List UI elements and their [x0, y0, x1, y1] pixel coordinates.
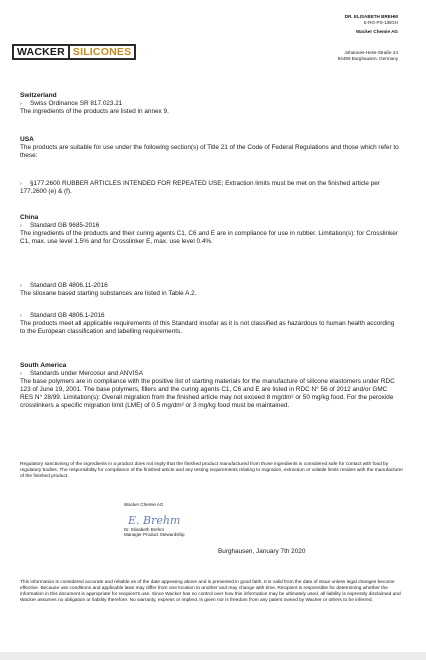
bullet-icon: ›	[20, 223, 22, 229]
bottom-band	[0, 652, 426, 660]
signatory-name: Dr. Elisabeth Brehm	[124, 527, 165, 532]
disclaimer: This information is considered accurate and reliable as of the date appearing above and is presented in good faith. It is valid from the date of issue unless legal changes become effective. Because use conditions and applicable laws may differ from one location to another and may change with time, Recipient is responsible for determining whether the information in this document is appropriate for recipient's use. Since Wacker has no control over how this information may be ultimately used, all liability is expressly disclaimed and Wacker assumes no obligation or liability therefore. No warranty, express or implied, is given nor is freedom from any patent owned by Wacker or others to be inferred.	[20, 580, 401, 604]
list-item-text: Standard GB 9685-2016	[30, 222, 100, 229]
section-title-usa: USA	[20, 136, 34, 143]
section-title-china: China	[20, 214, 39, 221]
bullet-icon: ›	[20, 313, 22, 319]
logo-wacker: WACKER	[12, 44, 70, 60]
street-address: Johannes-Hess-Straße 24	[344, 49, 398, 55]
city-address: 84489 Burghausen, Germany	[337, 55, 398, 61]
bullet-icon: ›	[20, 283, 22, 289]
bullet-icon: ›	[20, 181, 22, 187]
issue-date: Burghausen, January 7th 2020	[218, 548, 306, 555]
list-item-text: Swiss Ordinance SR 817.023.21	[30, 100, 123, 107]
handwritten-signature: E. Brehm	[128, 514, 181, 527]
section-text: The siloxane based starting substances are listed in Table A.2.	[20, 290, 197, 297]
section-text: The products meet all applicable requirements of this Standard insofar as it is not classified as hazardous to human health according to the European classification and labelling requirements.	[20, 320, 395, 335]
regulatory-note: Regulatory sanctioning of the ingredients in a product does not imply that the finished product manufactured from those ingredients is considered safe for contact with food by regulatory bodies. The responsibility for compliance of the finished article and any testing requirements relating to migration, extraction or volatile limits resides with the manufacturer of the finished product.	[20, 462, 404, 480]
bullet-icon: ›	[20, 371, 22, 377]
signature-company: Wacker Chemie AG	[124, 502, 164, 507]
section-text: The ingredients of the products and their curing agents C1, C6 and E are in compliance for use in rubber. Limitation(s): for Crosslinker C1, max. use level 1.5% and for Crosslinker E, max. use level 0.4%.	[20, 230, 398, 245]
list-item-text: Standards under Mercosur and ANVISA	[30, 370, 143, 377]
wacker-silicones-logo	[12, 44, 136, 60]
list-item	[20, 282, 400, 290]
list-item-text: §177.2600 RUBBER ARTICLES INTENDED FOR REPEATED USE; Extraction limits must be met on the finished article per 177.2600 (e) & (f).	[20, 180, 380, 195]
section-text: The products are suitable for use under the following section(s) of Title 21 of the Code of Federal Regulations and those which refer to these:	[20, 144, 399, 159]
list-item-text: Standard GB 4806.11-2016	[30, 282, 108, 289]
section-title-south-america: South America	[20, 362, 67, 369]
list-item	[20, 222, 400, 230]
signatory-role: Manager Product Stewardship	[124, 532, 185, 537]
author-name: DR. ELISABETH BREHM	[344, 14, 398, 19]
header-contact	[338, 14, 398, 62]
section-text: The base polymers are in compliance with the positive list of starting materials for the manufacture of silicone elastomers under RDC 123 of June 19, 2001. The base polymers, fillers and the curing agents C1, C6 and E are listed in RDC N° 56 of 2012 and/or GMC RES N° 28/99. Limitation(s): Overall migration from the finished article may not exceed 8 mg/dm² or 50 mg/kg food. For the peroxide crosslinkers a specific migration limit (LME) of 0.5 mg/dm² or 3 mg/kg food must be maintained.	[20, 378, 395, 409]
logo-silicones: SILICONES	[70, 44, 136, 60]
company-name: Wacker Chemie AG	[355, 29, 398, 35]
section-text: The ingredients of the products are listed in annex 9.	[20, 108, 169, 115]
list-item	[20, 370, 400, 378]
list-item	[20, 180, 400, 196]
list-item-text: Standard GB 4806.1-2016	[30, 312, 105, 319]
list-item	[20, 100, 400, 108]
bullet-icon: ›	[20, 101, 22, 107]
list-item	[20, 312, 400, 320]
document-ref: S-RG-PS-1/BGH	[363, 20, 398, 26]
section-title-switzerland: Switzerland	[20, 92, 57, 99]
